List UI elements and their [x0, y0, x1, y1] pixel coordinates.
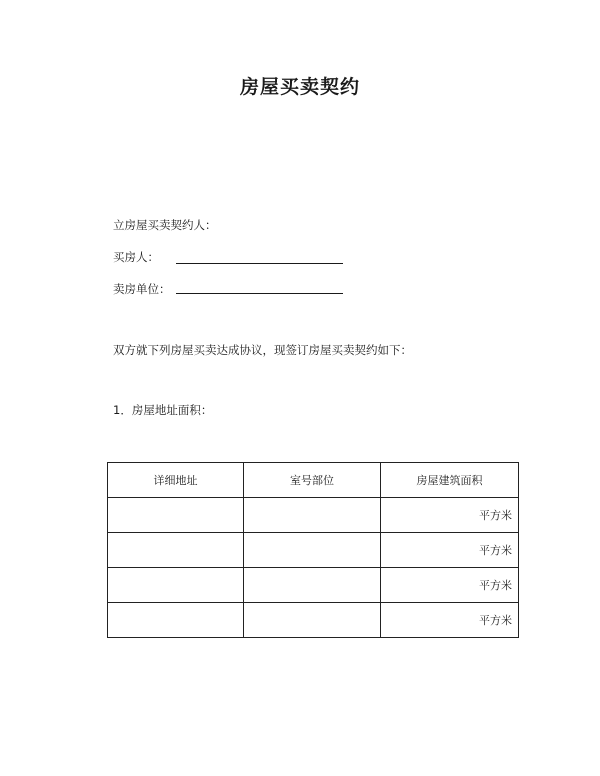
address-cell[interactable] [108, 568, 244, 603]
address-cell[interactable] [108, 603, 244, 638]
seller-blank-line[interactable] [176, 293, 343, 294]
table-row [108, 568, 519, 603]
property-area-table [107, 462, 519, 638]
room-cell[interactable] [244, 603, 381, 638]
header-address: 详细地址 [108, 463, 244, 498]
document-title: 房屋买卖契约 [239, 76, 360, 98]
area-cell[interactable]: 平方米 [381, 533, 519, 568]
buyer-blank-line[interactable] [176, 263, 343, 264]
area-cell[interactable]: 平方米 [381, 568, 519, 603]
table-header-row [108, 463, 519, 498]
header-area: 房屋建筑面积 [381, 463, 519, 498]
parties-heading: 立房屋买卖契约人： [113, 218, 217, 232]
address-cell[interactable] [108, 533, 244, 568]
room-cell[interactable] [244, 568, 381, 603]
room-cell[interactable] [244, 498, 381, 533]
section1-heading: 1．房屋地址面积： [113, 403, 213, 417]
area-cell[interactable]: 平方米 [381, 498, 519, 533]
table-row [108, 533, 519, 568]
table-row [108, 498, 519, 533]
address-cell[interactable] [108, 498, 244, 533]
room-cell[interactable] [244, 533, 381, 568]
header-room: 室号部位 [244, 463, 381, 498]
seller-label: 卖房单位： [113, 282, 171, 296]
agreement-text: 双方就下列房屋买卖达成协议，现签订房屋买卖契约如下： [113, 343, 412, 357]
table-row [108, 603, 519, 638]
area-cell[interactable]: 平方米 [381, 603, 519, 638]
buyer-label: 买房人： [113, 250, 159, 264]
